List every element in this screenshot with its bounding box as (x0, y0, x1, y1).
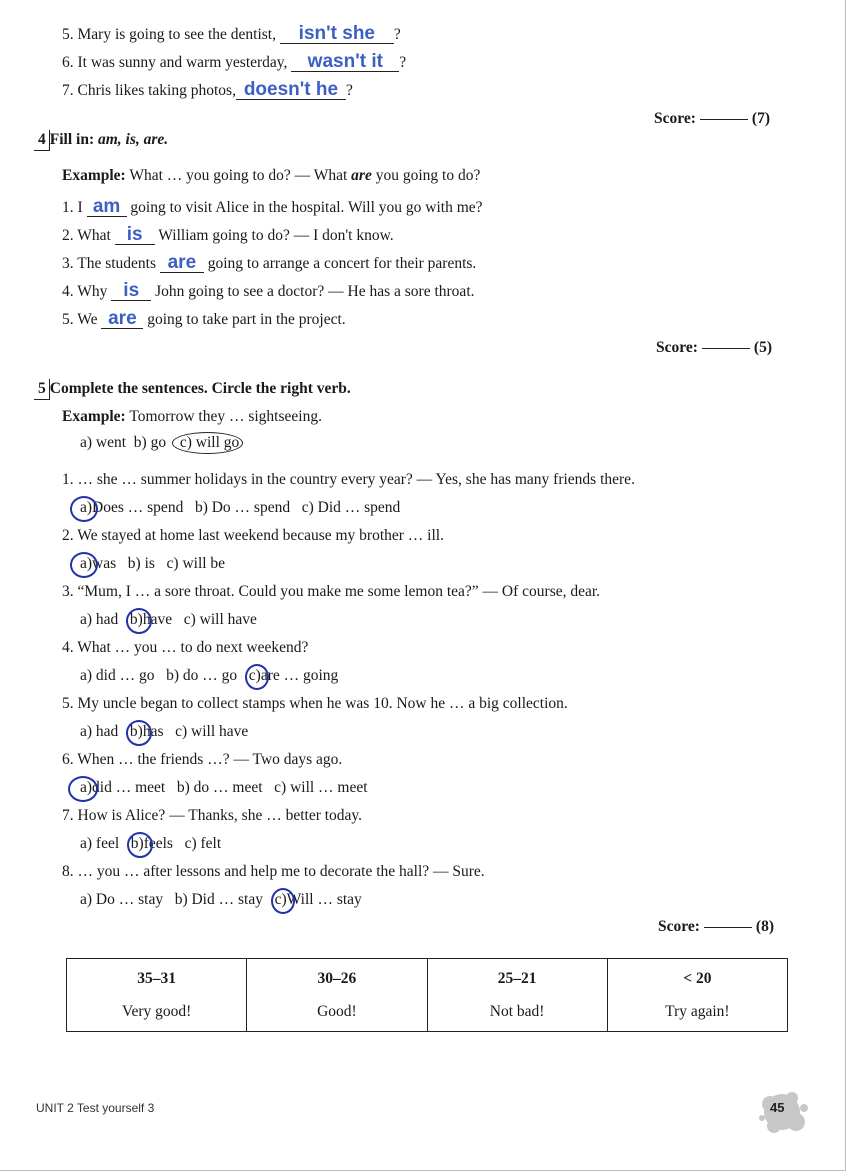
section-5-example-options: a) went b) go c) will go (80, 433, 245, 453)
answer-7[interactable]: doesn't he (236, 82, 346, 100)
mc-question-4: 4. What … you … to do next weekend? (62, 639, 309, 656)
mc-5-option-b[interactable]: b) (130, 722, 143, 742)
scale-range-1: 35–31 (67, 959, 247, 996)
section-4-heading: 4 Fill in: am, is, are. (34, 130, 168, 151)
section-5-example: Example: Tomorrow they … sightseeing. (62, 408, 322, 425)
mc-8-option-c[interactable]: c) (275, 890, 287, 910)
mc-options-3: a) had b)have c) will have (80, 610, 257, 630)
tag-question-7: 7. Chris likes taking photos, doesn't he ? (62, 79, 353, 100)
mc-options-2: a)was b) is c) will be (80, 554, 225, 574)
mc-options-5: a) had b)has c) will have (80, 722, 248, 742)
mc-options-6: a)did … meet b) do … meet c) will … meet (80, 778, 368, 798)
score-section-4: Score: (5) (656, 339, 772, 356)
answer-5[interactable]: isn't she (280, 26, 394, 44)
score-section-3: Score: (7) (654, 110, 770, 127)
fill-answer-3[interactable]: are (160, 255, 204, 273)
scale-label-4: Try again! (607, 995, 787, 1032)
mc-6-option-a[interactable]: a) (80, 778, 92, 798)
mc-3-option-b[interactable]: b) (130, 610, 143, 630)
tag-question-5: 5. Mary is going to see the dentist, isn't she ? (62, 23, 401, 44)
fill-answer-5[interactable]: are (101, 311, 143, 329)
scale-range-3: 25–21 (427, 959, 607, 996)
scale-range-4: < 20 (607, 959, 787, 996)
section-5-heading: 5 Complete the sentences. Circle the right verb. (34, 379, 351, 400)
footer-unit-label: UNIT 2 Test yourself 3 (36, 1101, 155, 1115)
fill-answer-1[interactable]: am (87, 199, 127, 217)
fill-item-3: 3. The students are going to arrange a concert for their parents. (62, 252, 477, 273)
fill-item-4: 4. Why is John going to see a doctor? — He has a sore throat. (62, 280, 475, 301)
mc-2-option-a[interactable]: a) (80, 554, 92, 574)
section-4-example: Example: What … you going to do? — What are you going to do? (62, 167, 481, 184)
score-section-5: Score: (8) (658, 918, 774, 935)
mc-7-option-b[interactable]: b) (131, 834, 144, 854)
mc-1-option-a[interactable]: a) (80, 498, 92, 518)
scale-range-2: 30–26 (247, 959, 427, 996)
mc-4-option-c[interactable]: c) (249, 666, 261, 686)
page-number: 45 (770, 1100, 785, 1115)
example-circled-option: c) will go (174, 433, 245, 453)
grading-scale-table (66, 958, 788, 1032)
scale-label-2: Good! (247, 995, 427, 1032)
mc-options-8: a) Do … stay b) Did … stay c)Will … stay (80, 890, 362, 910)
mc-options-4: a) did … go b) do … go c)are … going (80, 666, 338, 686)
mc-options-7: a) feel b)feels c) felt (80, 834, 221, 854)
fill-item-2: 2. What is William going to do? — I don't know. (62, 224, 394, 245)
fill-item-1: 1. I am going to visit Alice in the hospital. Will you go with me? (62, 196, 483, 217)
mc-question-6: 6. When … the friends …? — Two days ago. (62, 751, 343, 768)
mc-question-3: 3. “Mum, I … a sore throat. Could you make me some lemon tea?” — Of course, dear. (62, 583, 601, 600)
mc-question-7: 7. How is Alice? — Thanks, she … better today. (62, 807, 363, 824)
scale-label-3: Not bad! (427, 995, 607, 1032)
answer-6[interactable]: wasn't it (291, 54, 399, 72)
mc-question-2: 2. We stayed at home last weekend because my brother … ill. (62, 527, 444, 544)
fill-answer-2[interactable]: is (115, 227, 155, 245)
tag-question-6: 6. It was sunny and warm yesterday, wasn't it ? (62, 51, 407, 72)
fill-item-5: 5. We are going to take part in the project. (62, 308, 346, 329)
mc-options-1: a)Does … spend b) Do … spend c) Did … spend (80, 498, 400, 518)
mc-question-8: 8. … you … after lessons and help me to decorate the hall? — Sure. (62, 863, 485, 880)
scale-label-1: Very good! (67, 995, 247, 1032)
mc-question-5: 5. My uncle began to collect stamps when he was 10. Now he … a big collection. (62, 695, 568, 712)
fill-answer-4[interactable]: is (111, 283, 151, 301)
mc-question-1: 1. … she … summer holidays in the country every year? — Yes, she has many friends there. (62, 471, 635, 488)
